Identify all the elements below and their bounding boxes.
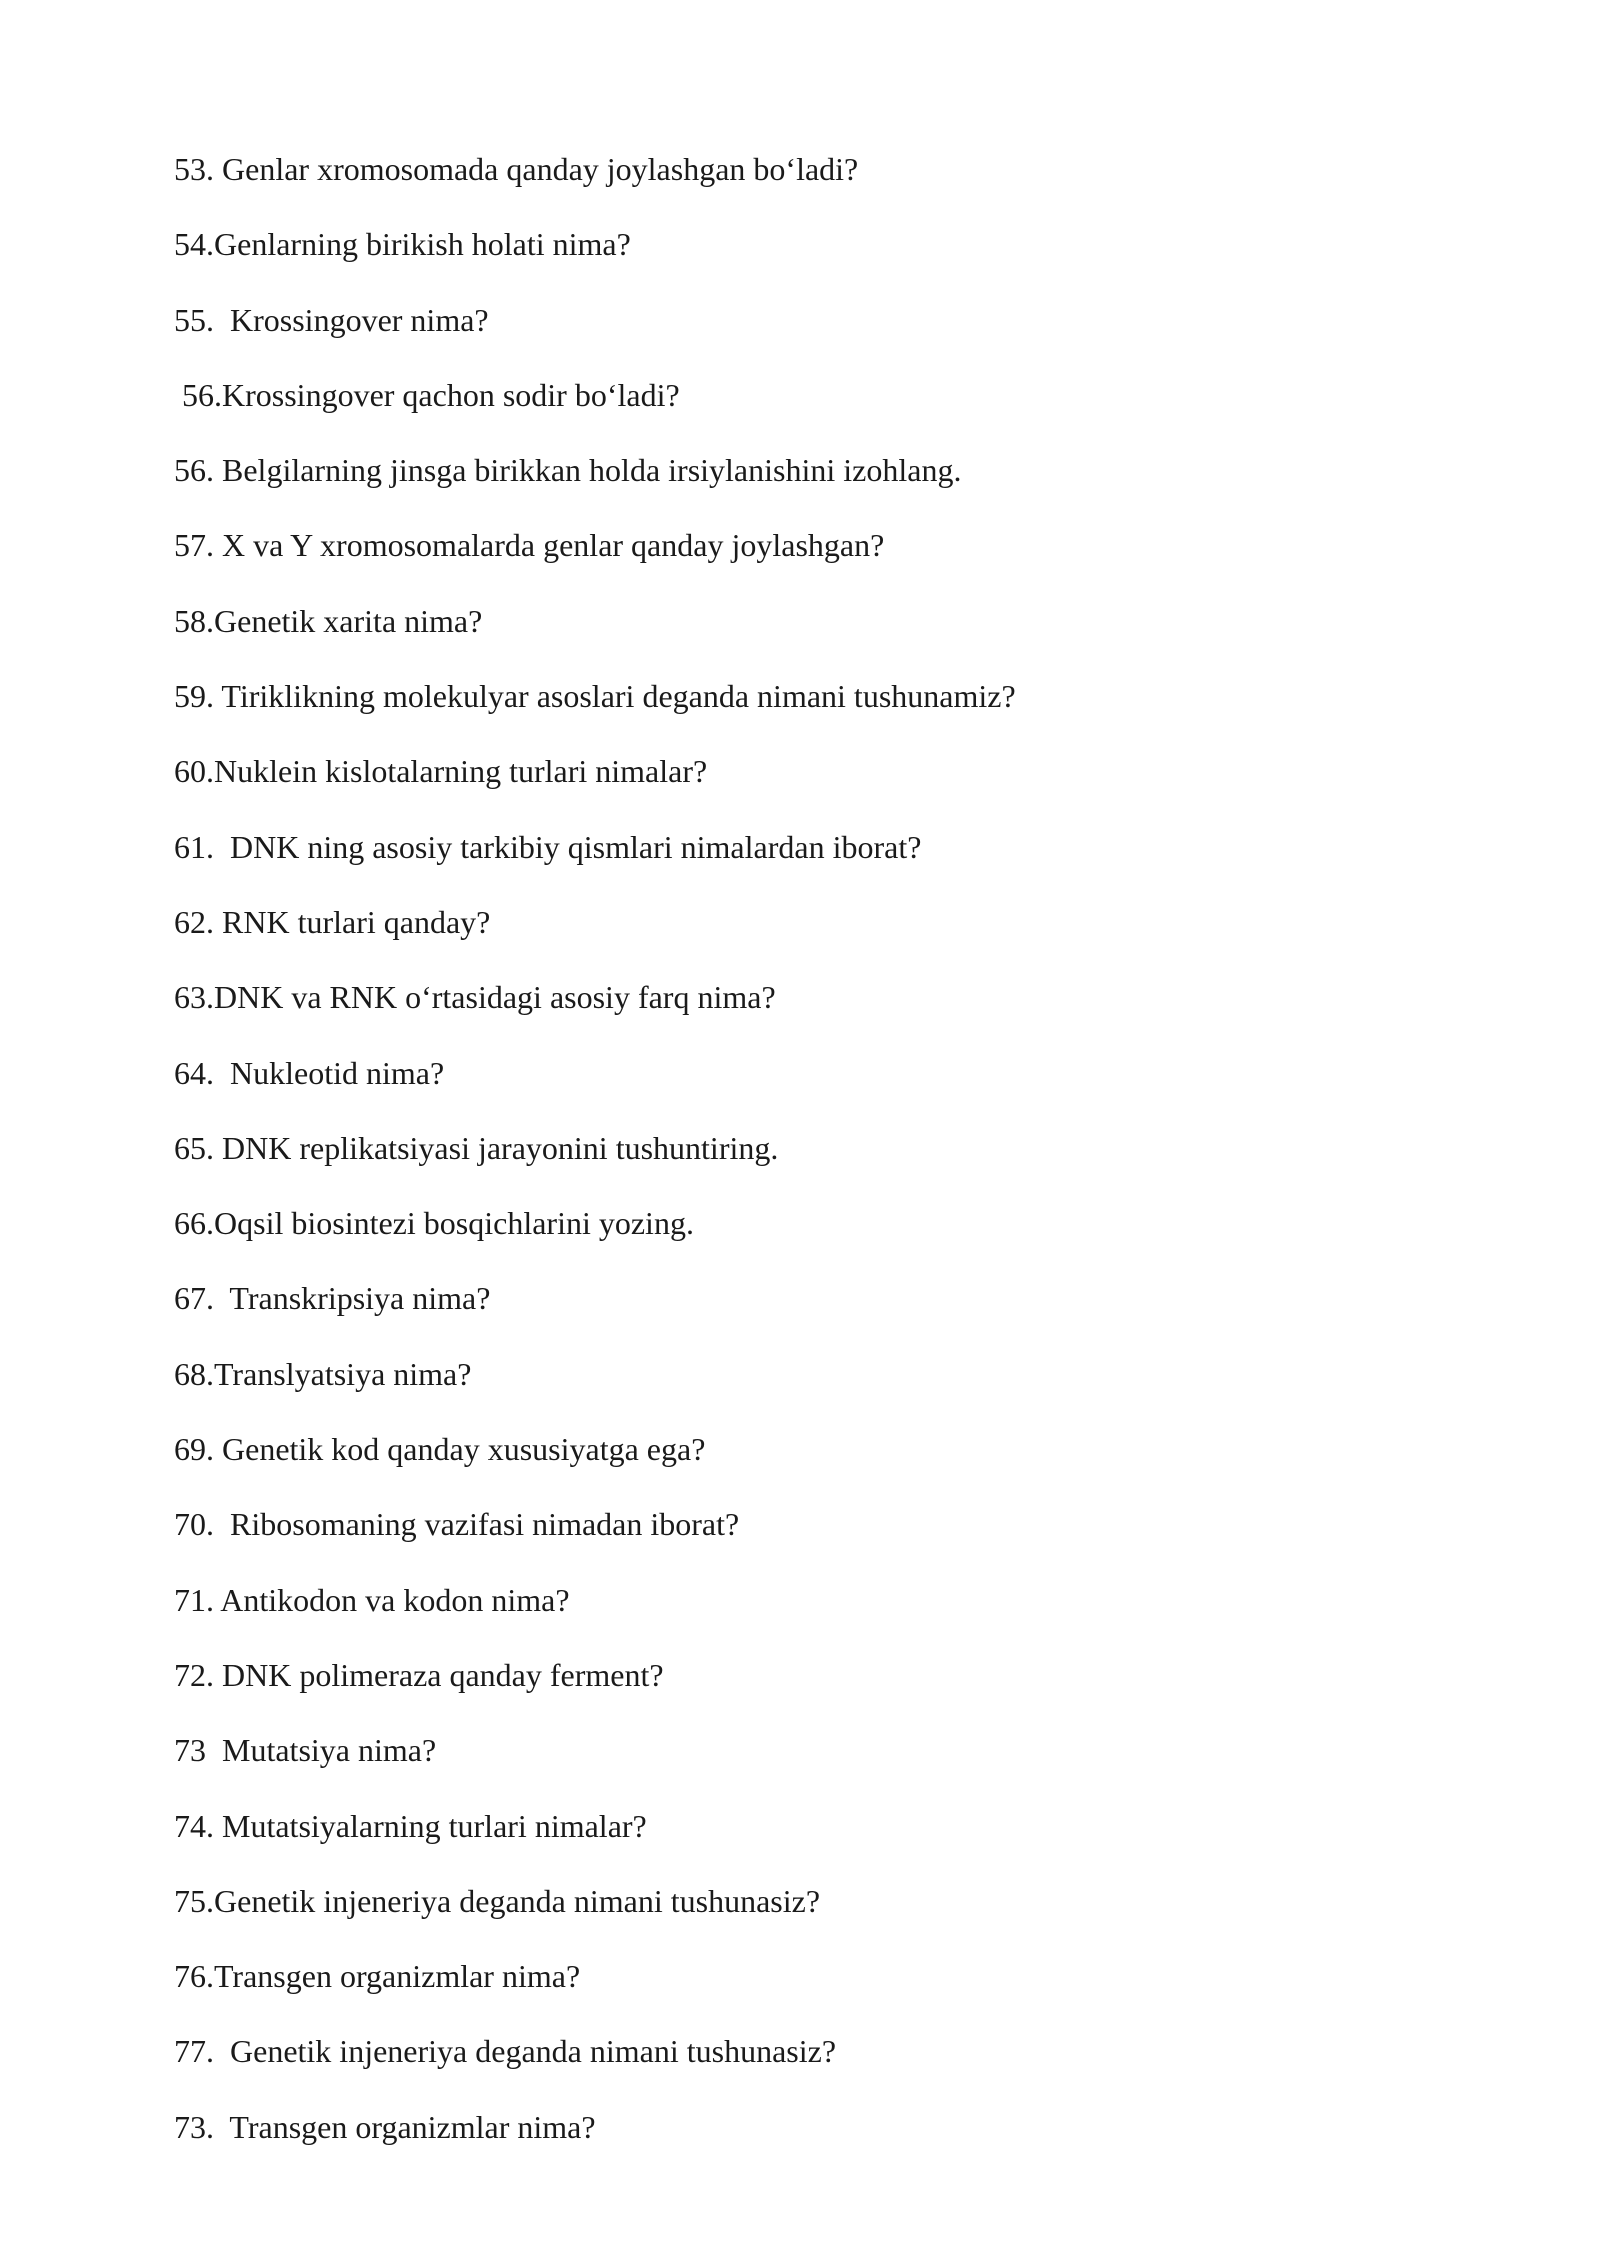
question-item: 55. Krossingover nima?: [174, 301, 489, 338]
question-item: 58.Genetik xarita nima?: [174, 602, 483, 639]
question-item: 61. DNK ning asosiy tarkibiy qismlari nimalardan iborat?: [174, 828, 922, 865]
question-item: 69. Genetik kod qanday xususiyatga ega?: [174, 1431, 706, 1468]
question-item: 70. Ribosomaning vazifasi nimadan iborat?: [174, 1506, 740, 1543]
question-item: 64. Nukleotid nima?: [174, 1054, 445, 1091]
question-item: 73. Transgen organizmlar nima?: [174, 2108, 596, 2145]
question-item: 74. Mutatsiyalarning turlari nimalar?: [174, 1807, 647, 1844]
question-item: 76.Transgen organizmlar nima?: [174, 1958, 581, 1995]
question-item: 63.DNK va RNK o‘rtasidagi asosiy farq nima?: [174, 979, 776, 1016]
question-item: 75.Genetik injeneriya deganda nimani tushunasiz?: [174, 1882, 821, 1919]
question-item: 65. DNK replikatsiyasi jarayonini tushuntiring.: [174, 1129, 779, 1166]
question-list: [174, 145, 1474, 2178]
question-item: 56. Belgilarning jinsga birikkan holda irsiylanishini izohlang.: [174, 452, 962, 489]
question-item: 56.Krossingover qachon sodir bo‘ladi?: [174, 376, 680, 413]
question-item: 62. RNK turlari qanday?: [174, 903, 491, 940]
question-item: 54.Genlarning birikish holati nima?: [174, 226, 631, 263]
question-item: 72. DNK polimeraza qanday ferment?: [174, 1656, 664, 1693]
question-item: 77. Genetik injeneriya deganda nimani tushunasiz?: [174, 2033, 837, 2070]
question-item: 53. Genlar xromosomada qanday joylashgan bo‘ladi?: [174, 151, 859, 187]
question-item: 60.Nuklein kislotalarning turlari nimalar?: [174, 753, 708, 790]
question-item: 68.Translyatsiya nima?: [174, 1355, 472, 1392]
question-item: 59. Tiriklikning molekulyar asoslari deganda nimani tushunamiz?: [174, 678, 1016, 715]
question-item: 67. Transkripsiya nima?: [174, 1280, 491, 1317]
question-item: 73 Mutatsiya nima?: [174, 1732, 437, 1769]
question-item: 66.Oqsil biosintezi bosqichlarini yozing.: [174, 1205, 694, 1242]
question-item: 71. Antikodon va kodon nima?: [174, 1581, 570, 1618]
question-item: 57. X va Y xromosomalarda genlar qanday joylashgan?: [174, 527, 885, 564]
